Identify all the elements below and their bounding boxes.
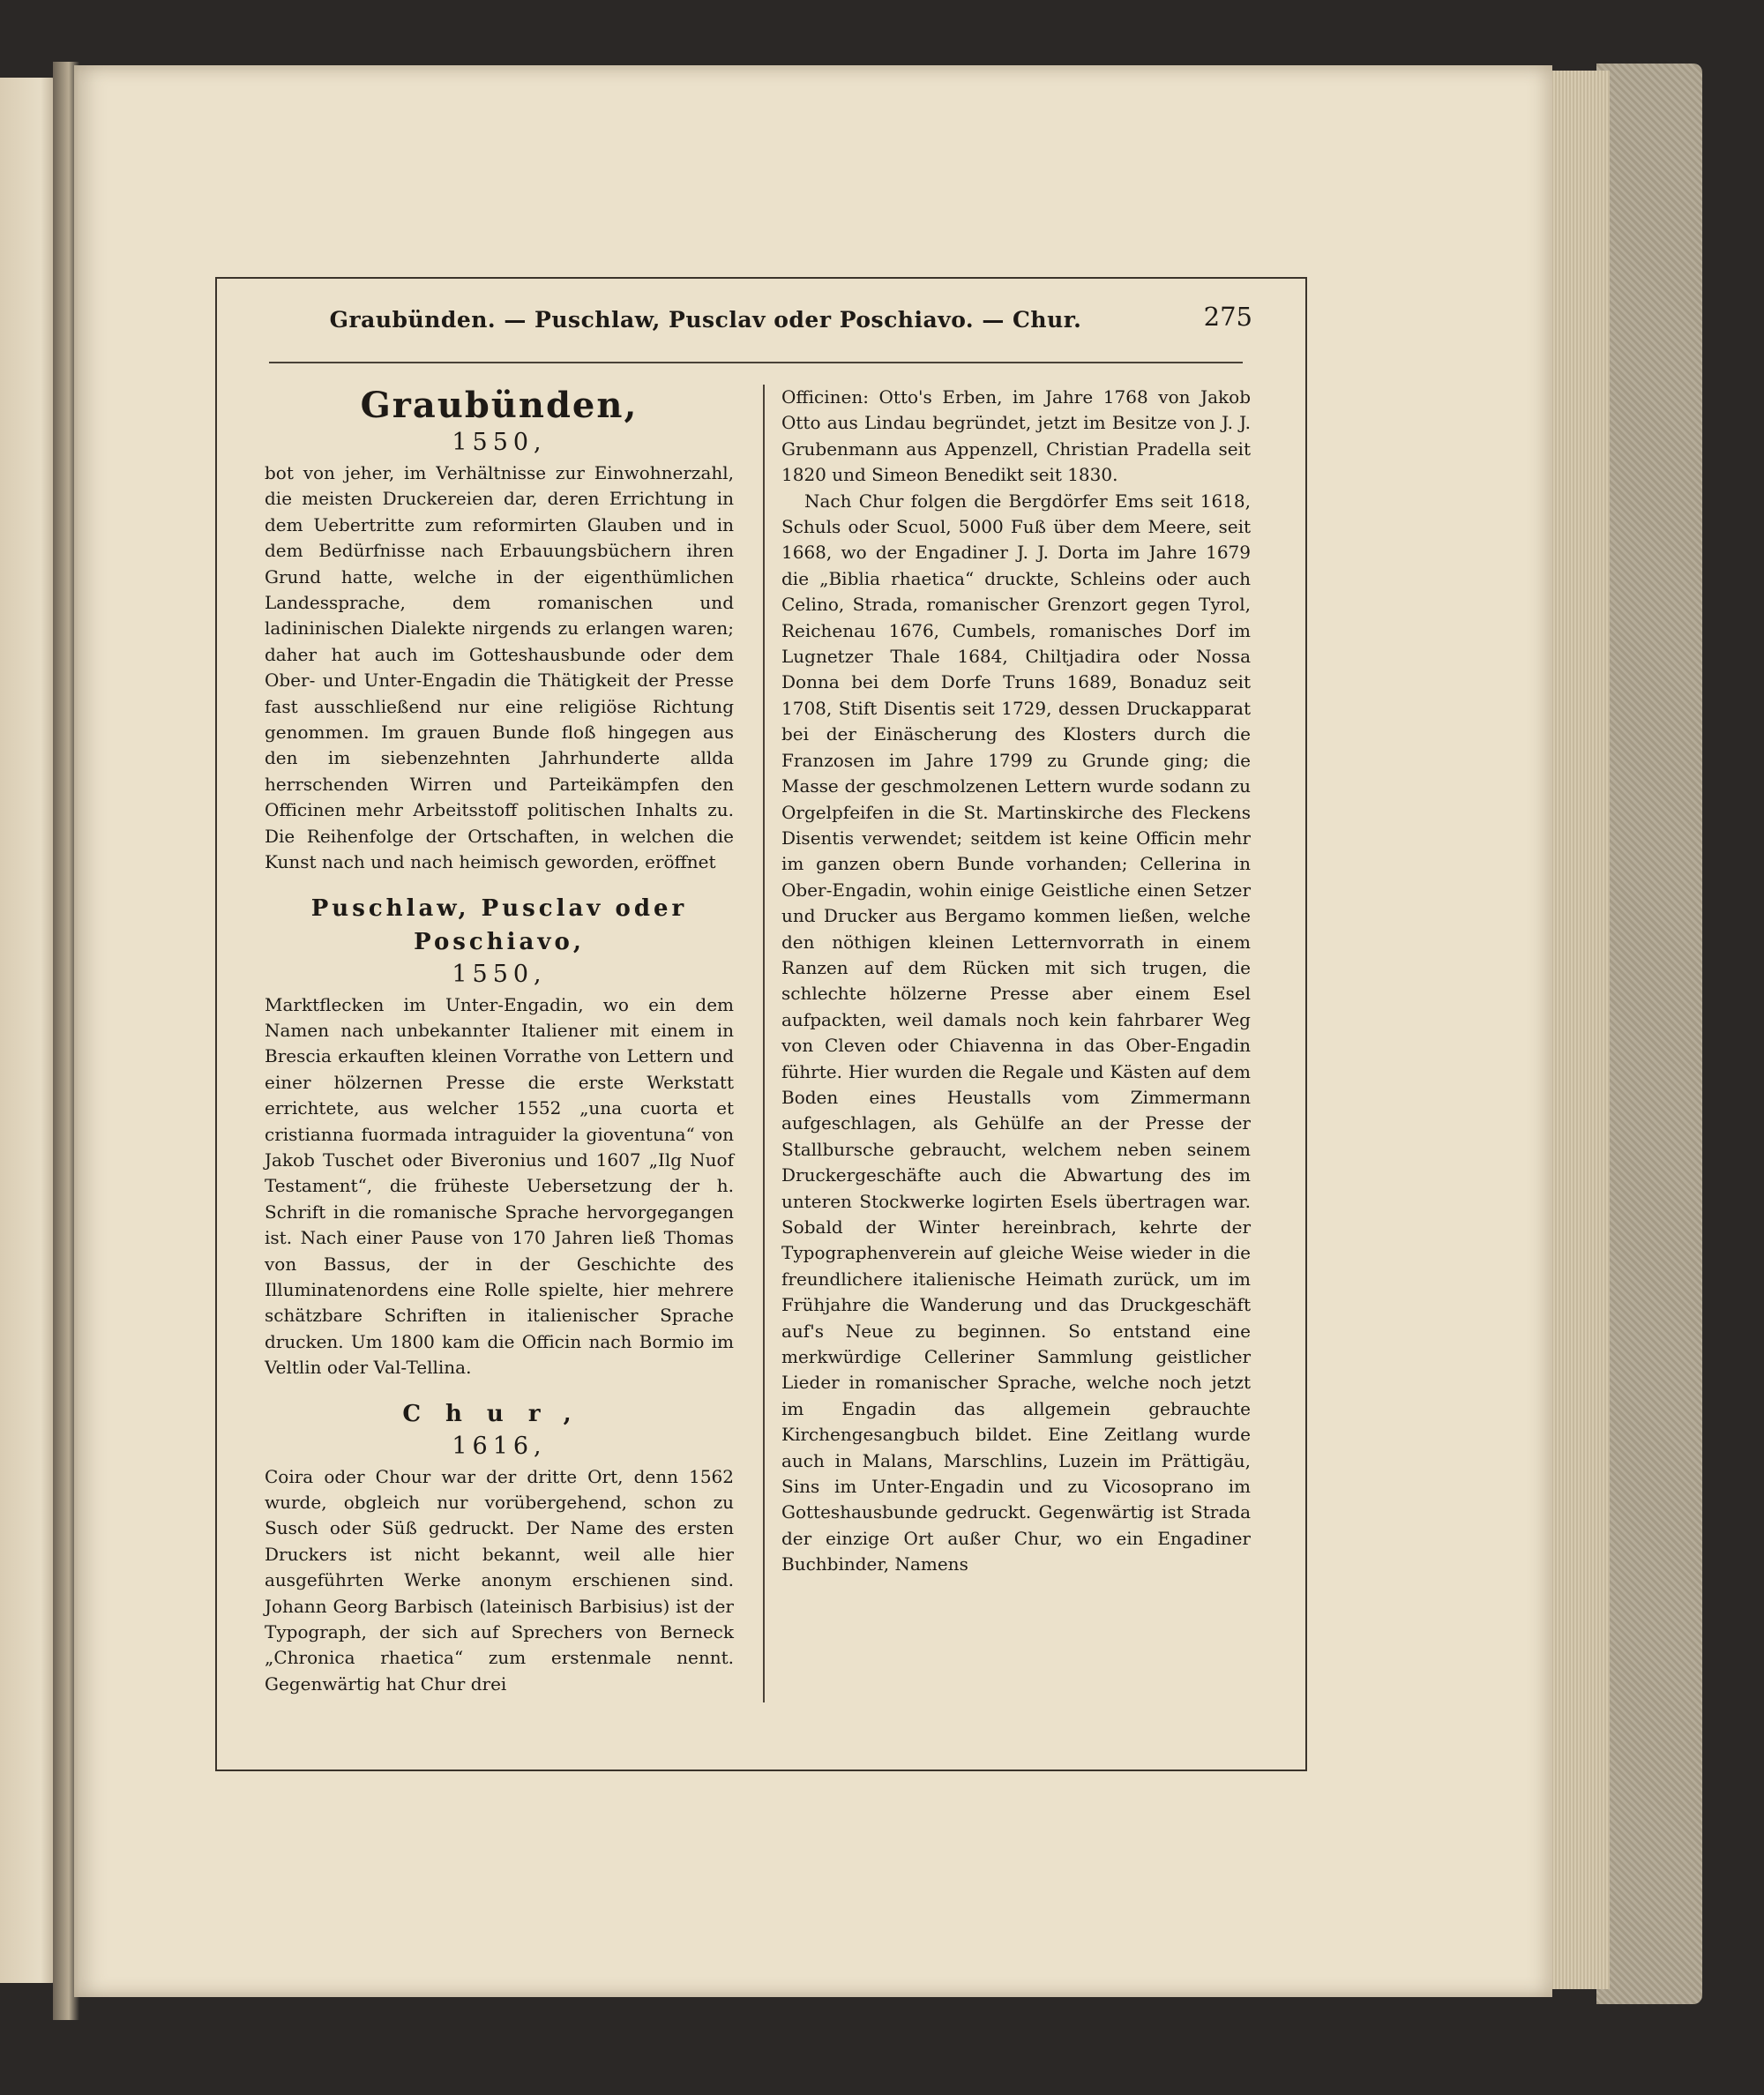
section-title-chur: Chur, <box>402 1400 596 1427</box>
right-column <box>781 385 1251 1578</box>
header-rule <box>269 362 1243 363</box>
running-head: Graubünden. — Puschlaw, Pusclav oder Poschiavo. — Chur. <box>329 307 1082 333</box>
paragraph-graubuenden: bot von jeher, im Verhältnisse zur Einwohnerzahl, die meisten Druckereien dar, deren Errichtung in dem Uebertritte zum reformirten Glauben und in dem Bedürfnisse nach Erbauungsbüchern ihren Grund hatte, welche in der eigenthümlichen Landessprache, dem romanischen und ladininischen Dialekte nirgends zu erlangen waren; daher hat auch im Gotteshausbunde oder dem Ober- und Unter-Engadin die Thätigkeit der Presse fast ausschließend nur eine religiöse Richtung genommen. Im grauen Bunde floß hingegen aus den im siebenzehnten Jahrhunderte allda herrschenden Wirren und Parteikämpfen den Officinen mehr Arbeitsstoff politischen Inhalts zu. Die Reihenfolge der Ortschaften, in welchen die Kunst nach und nach heimisch geworden, eröffnet <box>265 462 734 873</box>
book-gutter <box>53 62 79 2020</box>
section-year-puschlaw: 1550, <box>452 960 547 988</box>
book-cover-edge <box>1596 64 1702 2004</box>
paragraph-chur: Coira oder Chour war der dritte Ort, denn 1562 wurde, obgleich nur vorübergehend, schon zu Susch oder Süß gedruckt. Der Name des ersten Druckers ist nicht bekannt, weil alle hier ausgeführten Werke anonym erschienen sind. Johann Georg Barbisch (lateinisch Barbisius) ist der Typograph, der sich auf Sprechers von Berneck „Chronica rhaetica“ zum erstenmale nennt. Gegenwärtig hat Chur drei <box>265 1465 734 1695</box>
section-title-puschlaw: Puschlaw, Pusclav oder Poschiavo, <box>310 894 688 955</box>
left-column <box>265 385 734 1697</box>
column-divider <box>763 385 765 1702</box>
paragraph-puschlaw: Marktflecken im Unter-Engadin, wo ein dem Namen nach unbekannter Italiener mit einem in Brescia erkauften kleinen Vorrathe von Lettern und einer hölzernen Presse die erste Werkstatt errichtete, aus welcher 1552 „una cuorta et cristianna fuormada intraguider la gioventuna“ von Jakob Tuschet oder Biveronius und 1607 „Ilg Nuof Testament“, die früheste Uebersetzung der h. Schrift in die romanische Sprache hervorgegangen ist. Nach einer Pause von 170 Jahren ließ Thomas von Bassus, der in der Geschichte des Illuminatenordens eine Rolle spielte, hier mehrere schätzbare Schriften in italienischer Sprache drucken. Um 1800 kam die Officin nach Bormio im Veltlin oder Val-Tellina. <box>265 993 734 1379</box>
section-year-graubuenden: 1550, <box>452 429 547 456</box>
paragraph-bergdoerfer: Nach Chur folgen die Bergdörfer Ems seit 1618, Schuls oder Scuol, 5000 Fuß über dem Meere, seit 1668, wo der Engadiner J. J. Dorta im Jahre 1679 die „Biblia rhaetica“ druckte, Schleins oder auch Celino, Strada, romanischer Grenzort gegen Tyrol, Reichenau 1676, Cumbels, romanisches Dorf im Lugnetzer Thale 1684, Chiltjadira oder Nossa Donna bei dem Dorfe Truns 1689, Bonaduz seit 1708, Stift Disentis seit 1729, dessen Druckapparat bei der Einäscherung des Klosters durch die Franzosen im Jahre 1799 zu Grunde ging; die Masse der geschmolzenen Lettern wurde sodann zu Orgelpfeifen in die St. Martinskirche des Fleckens Disentis verwendet; seitdem ist keine Officin mehr im ganzen obern Bunde vorhanden; Cellerina in Ober-Engadin, wohin einige Geistliche einen Setzer und Drucker aus Bergamo kommen ließen, welche den nöthigen kleinen Letternvorrath in einem Ranzen auf dem Rücken mit sich trugen, die schlechte hölzerne Presse aber einem Esel aufpackten, weil damals noch kein fahrbarer Weg von Cleven oder Chiavenna in das Ober-Engadin führte. Hier wurden die Regale und Kästen auf dem Boden eines Heustalls vom Zimmermann aufgeschlagen, als Gehülfe an der Presse der Stallbursche gebraucht, welchem neben seinem Druckergeschäfte auch die Abwartung des im unteren Stockwerke logirten Esels übertragen war. Sobald der Winter hereinbrach, kehrte der Typographenverein auf gleiche Weise wieder in die freundlichere italienische Heimath zurück, um im Frühjahre die Wanderung und das Druckgeschäft auf's Neue zu beginnen. So entstand eine merkwürdige Celleriner Sammlung geistlicher Lieder in romanischer Sprache, welche noch jetzt im Engadin das allgemein gebrauchte Kirchengesangbuch bildet. Eine Zeitlang wurde auch in Malans, Marschlins, Luzein im Prättigäu, Sins im Unter-Engadin und zu Vicosoprano im Gotteshausbunde gedruckt. Gegenwärtig ist Strada der einzige Ort außer Chur, wo ein Engadiner Buchbinder, Namens <box>781 490 1251 1575</box>
page-header <box>265 298 1252 351</box>
paragraph-officinen: Officinen: Otto's Erben, im Jahre 1768 von Jakob Otto aus Lindau begründet, jetzt im Besitze von J. J. Grubenmann aus Appenzell, Christian Pradella seit 1820 und Simeon Benedikt seit 1830. <box>781 386 1251 486</box>
page-number: 275 <box>1203 302 1252 332</box>
previous-page-edge <box>0 78 58 1983</box>
section-year-chur: 1616, <box>452 1432 547 1460</box>
section-title-graubuenden: Graubünden, <box>360 385 639 426</box>
